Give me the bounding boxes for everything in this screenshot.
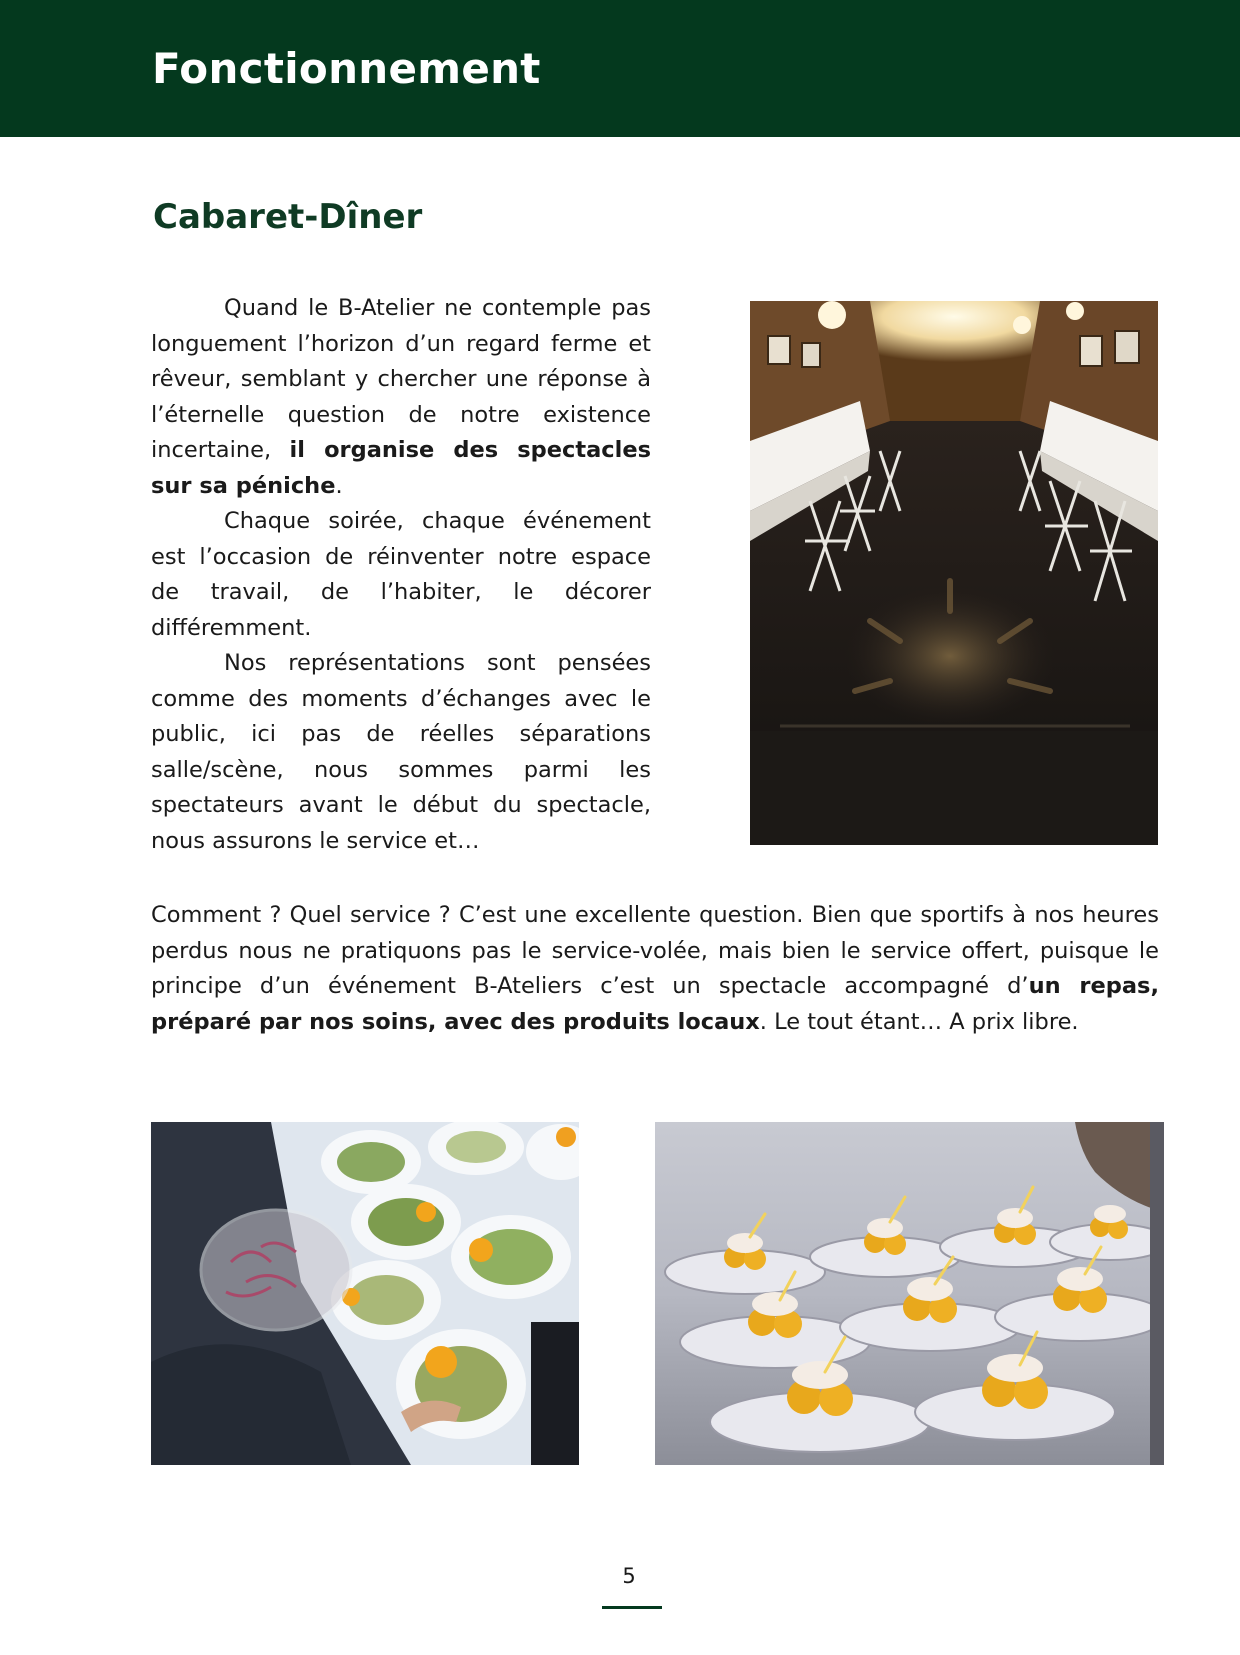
service-text xyxy=(151,898,1159,1040)
service-text-main: Comment ? Quel service ? C’est une excellente question. Bien que sportifs à nos heures perdus nous ne pratiquons pas le service-volée, mais bien le service offert, puisque le principe d’un événement B-Ateliers c’est un spectacle accompagné d’ xyxy=(151,902,1159,999)
intro-text xyxy=(151,291,651,859)
intro-paragraph-3: Nos représentations sont pensées comme des moments d’échanges avec le public, ici pas de réelles séparations salle/scène, nous sommes parmi les spectateurs avant le début du spectacle, nous assurons le service et… xyxy=(151,650,651,854)
page-number-underline xyxy=(602,1606,662,1609)
header-band xyxy=(0,0,1240,137)
salad-plates-photo xyxy=(151,1122,579,1465)
page-title: Fonctionnement xyxy=(152,44,541,93)
intro-p1-end: . xyxy=(335,472,343,499)
intro-paragraph-1 xyxy=(151,291,651,504)
page-number: 5 xyxy=(622,1564,636,1588)
section-title: Cabaret-Dîner xyxy=(153,197,423,237)
venue-photo xyxy=(750,301,1158,845)
intro-paragraph-2: Chaque soirée, chaque événement est l’occasion de réinventer notre espace de travail, de l’habiter, le décorer différemment. xyxy=(151,508,651,641)
service-text-bold: un repas, préparé par nos soins, avec des produits locaux xyxy=(151,973,1159,1035)
intro-p1-text: Quand le B-Atelier ne contemple pas longuement l’horizon d’un regard ferme et rêveur, semblant y chercher une réponse à l’éternelle question de notre existence incertaine, xyxy=(151,295,651,463)
intro-p1-bold: il organise des spectacles sur sa péniche xyxy=(151,437,651,499)
service-text-end: . Le tout étant… A prix libre. xyxy=(759,1008,1079,1035)
dessert-plates-photo xyxy=(655,1122,1164,1465)
